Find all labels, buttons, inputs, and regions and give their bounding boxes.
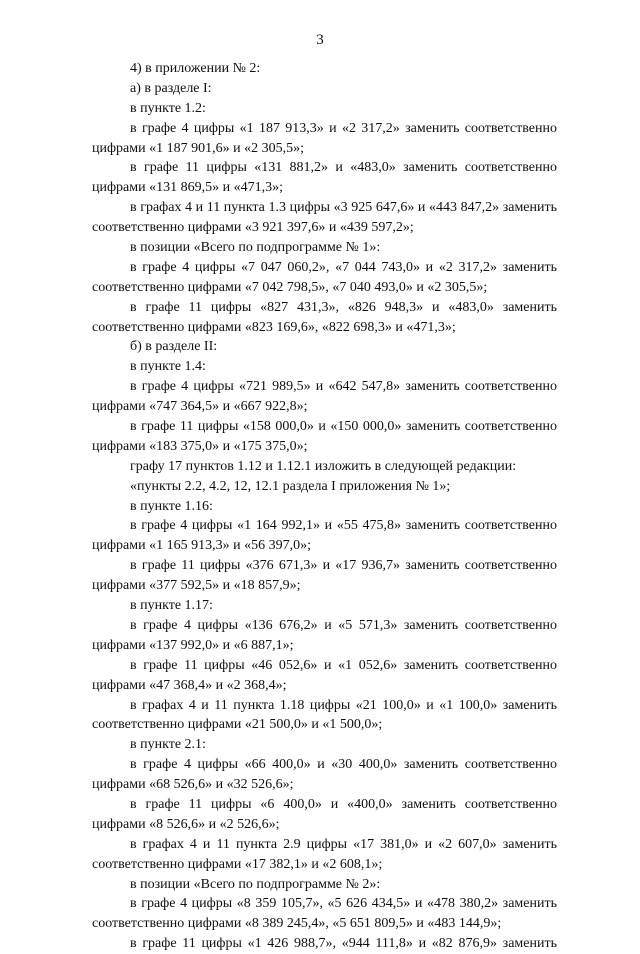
text-line: соответственно цифрами «8 389 245,4», «5 651 809,5» и «483 144,9»; xyxy=(92,916,502,932)
text-line: цифрами «1 187 901,6» и «2 305,5»; xyxy=(92,140,305,156)
text-line: соответственно цифрами «21 500,0» и «1 500,0»; xyxy=(92,717,383,733)
text-line: в пункте 1.16: xyxy=(130,498,213,514)
text-line: б) в разделе II: xyxy=(130,339,218,355)
text-line: в графе 11 цифры «131 881,2» и «483,0» заменить соответственно xyxy=(130,160,557,176)
text-line: в графе 4 цифры «8 359 105,7», «5 626 434,5» и «478 380,2» заменить xyxy=(130,896,557,912)
text-line: цифрами «8 526,6» и «2 526,6»; xyxy=(92,816,280,832)
text-line: соответственно цифрами «7 042 798,5», «7 040 493,0» и «2 305,5»; xyxy=(92,279,488,295)
text-line: цифрами «47 368,4» и «2 368,4»; xyxy=(92,677,287,693)
text-line: в графе 4 цифры «66 400,0» и «30 400,0» заменить соответственно xyxy=(130,757,557,773)
text-line: в графах 4 и 11 пункта 1.18 цифры «21 100,0» и «1 100,0» заменить xyxy=(130,697,557,713)
text-line: в графе 11 цифры «158 000,0» и «150 000,0» заменить соответственно xyxy=(130,419,557,435)
text-line: цифрами «68 526,6» и «32 526,6»; xyxy=(92,777,294,793)
text-line: графу 17 пунктов 1.12 и 1.12.1 изложить в следующей редакции: xyxy=(130,458,517,474)
text-line: а) в разделе I: xyxy=(130,80,212,96)
text-line: в пункте 1.2: xyxy=(130,100,206,116)
text-line: в графе 4 цифры «721 989,5» и «642 547,8» заменить соответственно xyxy=(130,379,557,395)
text-line: в графе 11 цифры «46 052,6» и «1 052,6» заменить соответственно xyxy=(130,657,557,673)
text-line: в графе 4 цифры «1 164 992,1» и «55 475,8» заменить соответственно xyxy=(130,518,557,534)
text-line: цифрами «1 165 913,3» и «56 397,0»; xyxy=(92,538,312,554)
text-line: цифрами «137 992,0» и «6 887,1»; xyxy=(92,637,294,653)
text-line: в графе 11 цифры «376 671,3» и «17 936,7» заменить соответственно xyxy=(130,558,557,574)
text-line: в графе 4 цифры «1 187 913,3» и «2 317,2» заменить соответственно xyxy=(130,120,557,136)
text-line: в пункте 1.17: xyxy=(130,598,213,614)
text-line: в графах 4 и 11 пункта 1.3 цифры «3 925 647,6» и «443 847,2» заменить xyxy=(130,200,557,216)
text-line: 4) в приложении № 2: xyxy=(130,61,261,76)
text-line: цифрами «377 592,5» и «18 857,9»; xyxy=(92,578,301,594)
text-line: в пункте 1.4: xyxy=(130,359,206,375)
document-body xyxy=(92,59,557,954)
text-line: в пункте 2.1: xyxy=(130,737,206,753)
text-line: в графе 4 цифры «136 676,2» и «5 571,3» заменить соответственно xyxy=(130,617,557,633)
text-line: в позиции «Всего по подпрограмме № 2»: xyxy=(130,876,381,892)
text-line: в графе 11 цифры «6 400,0» и «400,0» заменить соответственно xyxy=(130,796,557,812)
text-line: цифрами «183 375,0» и «175 375,0»; xyxy=(92,438,308,454)
text-line: в графе 4 цифры «7 047 060,2», «7 044 743,0» и «2 317,2» заменить xyxy=(130,259,557,275)
text-line: в графе 11 цифры «1 426 988,7», «944 111,8» и «82 876,9» заменить xyxy=(130,936,557,952)
text-line: «пункты 2.2, 4.2, 12, 12.1 раздела I приложения № 1»; xyxy=(130,478,451,494)
text-line: соответственно цифрами «17 382,1» и «2 608,1»; xyxy=(92,856,383,872)
text-line: в графе 11 цифры «827 431,3», «826 948,3» и «483,0» заменить xyxy=(130,299,557,315)
text-line: в позиции «Всего по подпрограмме № 1»: xyxy=(130,240,381,256)
text-line: цифрами «747 364,5» и «667 922,8»; xyxy=(92,399,308,415)
page-number: 3 xyxy=(316,32,324,48)
text-line: цифрами «131 869,5» и «471,3»; xyxy=(92,180,284,196)
text-line: соответственно цифрами «3 921 397,6» и «439 597,2»; xyxy=(92,220,414,236)
text-line: в графах 4 и 11 пункта 2.9 цифры «17 381,0» и «2 607,0» заменить xyxy=(130,836,557,852)
text-line: соответственно цифрами «823 169,6», «822 698,3» и «471,3»; xyxy=(92,319,456,335)
